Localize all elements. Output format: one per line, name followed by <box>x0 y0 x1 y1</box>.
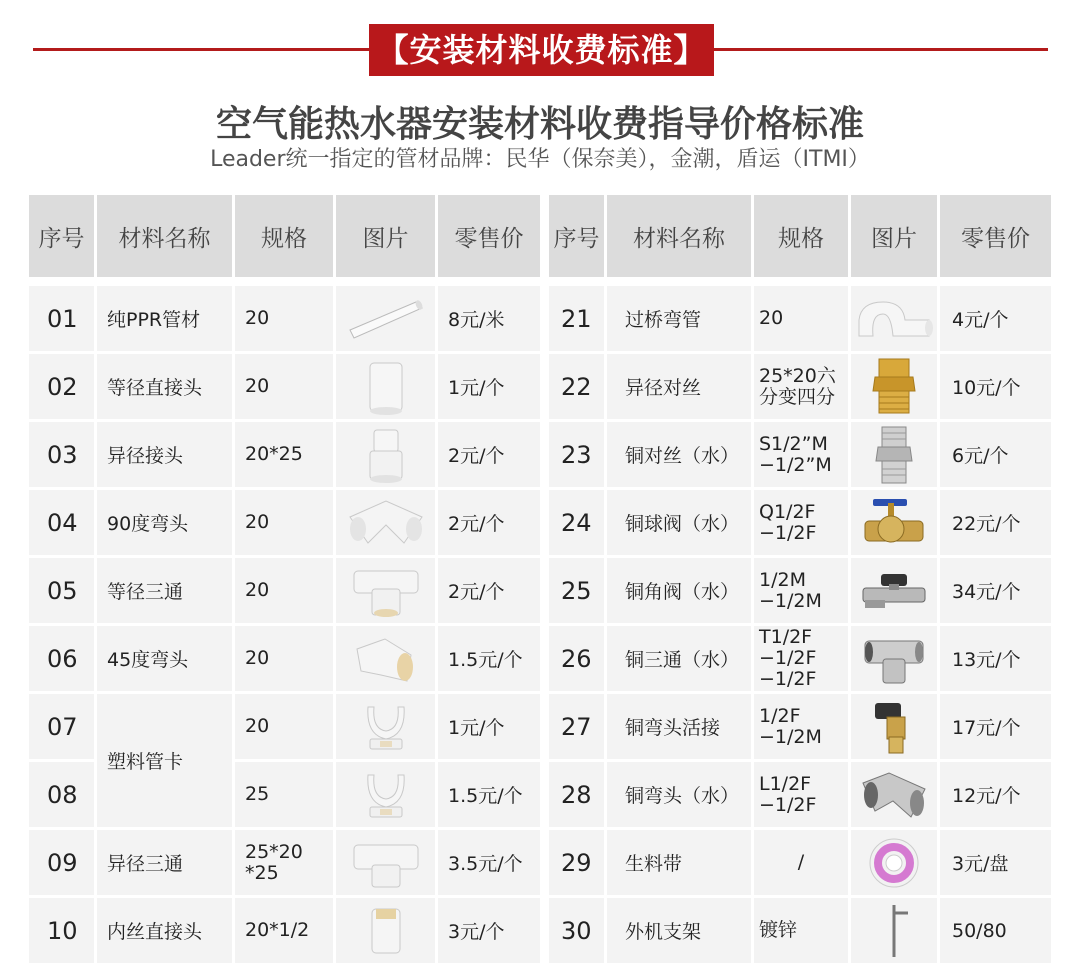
row-name: 过桥弯管 <box>607 286 751 351</box>
row-price: 8元/米 <box>438 286 540 351</box>
elbow-90-icon <box>336 495 435 551</box>
straight-coupling-icon <box>336 359 435 415</box>
row-name: 异径接头 <box>97 422 232 487</box>
header-name: 材料名称 <box>607 195 751 277</box>
row-spec: 20 <box>235 490 333 555</box>
row-no: 26 <box>549 626 604 691</box>
row-spec: 25 <box>235 762 333 827</box>
row-name: 外机支架 <box>607 898 751 963</box>
copper-nipple-icon <box>851 425 937 485</box>
row-spec: 20 <box>235 558 333 623</box>
row-spec: 20 <box>235 286 333 351</box>
ball-valve-icon <box>851 493 937 553</box>
row-name: 内丝直接头 <box>97 898 232 963</box>
tee-icon <box>336 563 435 619</box>
row-price: 12元/个 <box>940 762 1051 827</box>
row-spec: 20 <box>235 694 333 759</box>
right-price-table <box>546 192 1054 966</box>
row-spec: 20 <box>754 286 848 351</box>
row-spec: S1/2”M −1/2”M <box>754 422 848 487</box>
row-no: 30 <box>549 898 604 963</box>
pipe-clip-icon <box>336 767 435 823</box>
row-spec: 20 <box>235 626 333 691</box>
table-row <box>29 558 540 623</box>
union-elbow-icon <box>851 697 937 757</box>
pipe-clip-icon <box>336 699 435 755</box>
row-price: 34元/个 <box>940 558 1051 623</box>
row-price: 2元/个 <box>438 422 540 487</box>
row-spec: / <box>754 830 848 895</box>
table-row <box>549 422 1051 487</box>
table-row <box>549 762 1051 827</box>
row-name: 塑料管卡 <box>97 694 232 827</box>
row-no: 28 <box>549 762 604 827</box>
left-price-table <box>26 192 543 966</box>
row-no: 25 <box>549 558 604 623</box>
header-no: 序号 <box>549 195 604 277</box>
bracket-icon <box>851 903 937 959</box>
row-price: 50/80 <box>940 898 1051 963</box>
row-spec: 20*25 <box>235 422 333 487</box>
row-name: 铜角阀（水） <box>607 558 751 623</box>
row-price: 3元/盘 <box>940 830 1051 895</box>
row-name: 铜球阀（水） <box>607 490 751 555</box>
row-price: 10元/个 <box>940 354 1051 419</box>
row-spec: 25*20六 分变四分 <box>754 354 848 419</box>
row-no: 29 <box>549 830 604 895</box>
row-price: 2元/个 <box>438 558 540 623</box>
table-row <box>29 490 540 555</box>
row-no: 10 <box>29 898 94 963</box>
row-no: 27 <box>549 694 604 759</box>
header-spec: 规格 <box>235 195 333 277</box>
row-no: 02 <box>29 354 94 419</box>
page-subtitle: Leader统一指定的管材品牌：民华（保奈美），金潮，盾运（ITMI） <box>210 147 870 172</box>
row-name: 等径直接头 <box>97 354 232 419</box>
row-no: 09 <box>29 830 94 895</box>
row-spec: T1/2F −1/2F −1/2F <box>754 626 848 691</box>
header-spec: 规格 <box>754 195 848 277</box>
table-row <box>549 694 1051 759</box>
page-title: 空气能热水器安装材料收费指导价格标准 <box>215 104 864 145</box>
header-price: 零售价 <box>438 195 540 277</box>
table-row <box>29 626 540 691</box>
row-no: 01 <box>29 286 94 351</box>
row-name: 90度弯头 <box>97 490 232 555</box>
table-row <box>29 422 540 487</box>
table-row <box>549 286 1051 351</box>
row-no: 21 <box>549 286 604 351</box>
header-pic: 图片 <box>851 195 937 277</box>
table-row <box>29 694 540 759</box>
table-row <box>29 286 540 351</box>
row-no: 06 <box>29 626 94 691</box>
table-row <box>29 354 540 419</box>
table-row <box>549 626 1051 691</box>
row-name: 铜三通（水） <box>607 626 751 691</box>
row-name: 纯PPR管材 <box>97 286 232 351</box>
row-spec: L1/2F −1/2F <box>754 762 848 827</box>
ptfe-tape-icon <box>851 835 937 891</box>
bridge-bend-icon <box>851 296 937 342</box>
row-price: 4元/个 <box>940 286 1051 351</box>
row-spec: 20 <box>235 354 333 419</box>
row-name: 异径对丝 <box>607 354 751 419</box>
row-price: 6元/个 <box>940 422 1051 487</box>
row-name: 铜弯头（水） <box>607 762 751 827</box>
row-price: 17元/个 <box>940 694 1051 759</box>
table-row <box>549 830 1051 895</box>
row-no: 23 <box>549 422 604 487</box>
row-price: 13元/个 <box>940 626 1051 691</box>
copper-elbow-icon <box>851 767 937 823</box>
header-no: 序号 <box>29 195 94 277</box>
copper-tee-icon <box>851 631 937 687</box>
row-no: 22 <box>549 354 604 419</box>
table-row <box>549 354 1051 419</box>
table-row <box>549 898 1051 963</box>
row-spec: 1/2M −1/2M <box>754 558 848 623</box>
row-price: 22元/个 <box>940 490 1051 555</box>
reducer-coupling-icon <box>336 427 435 483</box>
row-no: 05 <box>29 558 94 623</box>
row-spec: 25*20 *25 <box>235 830 333 895</box>
row-no: 24 <box>549 490 604 555</box>
row-spec: 20*1/2 <box>235 898 333 963</box>
row-price: 1.5元/个 <box>438 626 540 691</box>
row-price: 1元/个 <box>438 354 540 419</box>
row-price: 3.5元/个 <box>438 830 540 895</box>
row-price: 1.5元/个 <box>438 762 540 827</box>
row-price: 3元/个 <box>438 898 540 963</box>
row-price: 1元/个 <box>438 694 540 759</box>
elbow-45-icon <box>336 631 435 687</box>
row-spec: 镀锌 <box>754 898 848 963</box>
row-spec: Q1/2F −1/2F <box>754 490 848 555</box>
header-pic: 图片 <box>336 195 435 277</box>
row-price: 2元/个 <box>438 490 540 555</box>
table-row <box>549 558 1051 623</box>
ppr-pipe-icon <box>336 294 435 344</box>
row-name: 铜弯头活接 <box>607 694 751 759</box>
row-no: 03 <box>29 422 94 487</box>
reducer-tee-icon <box>336 835 435 891</box>
threaded-coupling-icon <box>336 903 435 959</box>
row-name: 铜对丝（水） <box>607 422 751 487</box>
row-name: 等径三通 <box>97 558 232 623</box>
row-name: 45度弯头 <box>97 626 232 691</box>
header-name: 材料名称 <box>97 195 232 277</box>
brass-nipple-icon <box>851 357 937 417</box>
table-row <box>29 898 540 963</box>
table-row <box>549 490 1051 555</box>
row-no: 04 <box>29 490 94 555</box>
row-no: 08 <box>29 762 94 827</box>
row-name: 异径三通 <box>97 830 232 895</box>
angle-valve-icon <box>851 566 937 616</box>
row-no: 07 <box>29 694 94 759</box>
row-spec: 1/2F −1/2M <box>754 694 848 759</box>
row-name: 生料带 <box>607 830 751 895</box>
table-row <box>29 830 540 895</box>
banner-title: 【安装材料收费标准】 <box>369 24 714 76</box>
header-price: 零售价 <box>940 195 1051 277</box>
